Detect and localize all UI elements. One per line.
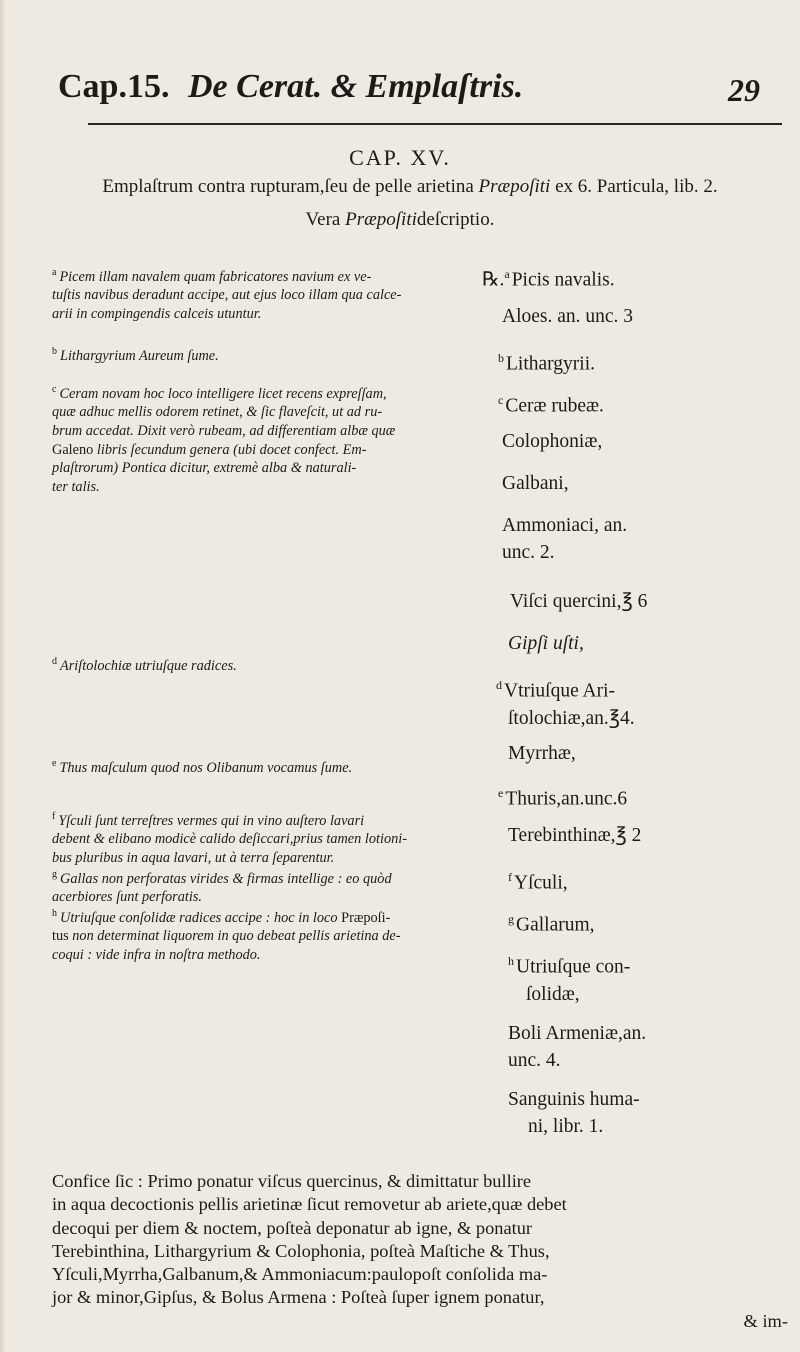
ingredient-text: Aloes. an. unc. 3: [502, 306, 634, 327]
note-mark: a: [52, 267, 57, 278]
ingredient-text: Boli Armeniæ,an.: [508, 1023, 647, 1044]
paragraph-line: Confice ſic : Primo ponatur viſcus quercinus, & dimittatur bullire: [52, 1171, 532, 1191]
ingredient-text: Thuris,an.unc.6: [505, 788, 628, 810]
chapter-reference: Cap.15.: [58, 68, 170, 105]
note-line: acerbiores ſunt perforatis.: [52, 889, 202, 906]
note-line: tuſtis navibus deradunt accipe, aut ejus loco illam qua calce-: [52, 287, 402, 304]
ingredient-mark: d: [496, 678, 502, 692]
ingredient-text: ni, libr. 1.: [528, 1116, 604, 1137]
note-line: plaſtrorum) Pontica dicitur, extremè alba & naturali-: [52, 460, 357, 477]
subheading-suffix: deſcriptio.: [416, 209, 495, 230]
note-line: Ariſtolochiæ utriuſque radices.: [60, 657, 237, 674]
note-line: ter talis.: [52, 478, 100, 495]
paragraph-line: decoqui per diem & noctem, poſteà deponatur ab igne, & ponatur: [52, 1217, 533, 1238]
ingredient-text: Yſculi,: [514, 872, 568, 894]
ingredient-item: [508, 948, 800, 1008]
ingredient-item: [498, 780, 800, 813]
ingredient-text: Ceræ rubeæ.: [505, 395, 604, 417]
subheading-italic: Præpoſiti: [345, 209, 417, 230]
note-line: bus pluribus in aqua lavari, ut à terra ſeparentur.: [52, 849, 335, 866]
chapter-heading: CAP. XV.: [349, 145, 451, 170]
ingredient-text: unc. 2.: [502, 542, 555, 563]
ingredient-mark: e: [498, 786, 504, 800]
header-rule: [88, 123, 782, 125]
ingredient-text: ſtolochiæ,an.℥4.: [508, 707, 635, 729]
page-number: 29: [728, 72, 760, 108]
note-line: Yſculi ſunt terreſtres vermes qui in vino auſtero lavari: [58, 812, 365, 829]
note-line: Gallas non perforatas virides & firmas intellige : eo quòd: [60, 870, 392, 887]
note-c: [52, 381, 462, 496]
ingredient-text: Terebinthinæ,℥ 2: [508, 825, 642, 846]
ingredient-text: Sanguinis huma-: [508, 1089, 640, 1110]
ingredient-item: [498, 387, 800, 420]
paragraph-line: Terebinthina, Lithargyrium & Colophonia, poſteà Maſtiche & Thus,: [52, 1240, 550, 1261]
note-b: [52, 343, 462, 365]
ingredient-text: Ammoniaci, an.: [502, 515, 628, 536]
ingredient-item: [508, 906, 800, 939]
note-h: [52, 905, 462, 965]
note-line: Thus maſculum quod nos Olibanum vocamus ſume.: [59, 759, 353, 776]
ingredient-text: Colophoniæ,: [502, 431, 603, 452]
ingredient-item: [502, 303, 800, 330]
heading-tail: ex 6. Particula, lib. 2.: [555, 176, 718, 197]
ingredient-mark: h: [508, 954, 514, 968]
note-line: debent & elibano modicè calido deſiccari,prius tamen lotioni-: [52, 831, 407, 848]
note-line: Picem illam navalem quam fabricatores navium ex ve-: [59, 268, 372, 285]
ingredient-item: [508, 630, 800, 657]
note-mark: h: [52, 908, 57, 919]
subheading: [0, 209, 800, 231]
ingredient-text: Utriuſque con-: [516, 956, 631, 978]
note-mark: c: [52, 384, 57, 395]
note-roman-word: tus: [52, 928, 69, 945]
note-f: [52, 808, 462, 868]
note-mark: g: [52, 869, 57, 880]
note-line: libris ſecundum genera (ubi docet confect. Em-: [96, 441, 367, 458]
ingredient-text: unc. 4.: [508, 1050, 561, 1071]
note-line: Utriuſque conſolidæ radices accipe : hoc in loco: [60, 909, 338, 926]
ingredient-text: Gipſi uſti,: [508, 633, 584, 654]
ingredient-item: [502, 428, 800, 455]
ingredient-item: [510, 588, 800, 615]
note-mark: f: [52, 811, 56, 822]
ingredient-item: [508, 740, 800, 767]
note-line: Ceram novam hoc loco intelligere licet recens expreſſam,: [59, 385, 387, 402]
note-line: Lithargyrium Aureum ſume.: [60, 347, 219, 364]
ingredient-item: [508, 822, 800, 849]
paragraph-line: jor & minor,Gipſus, & Bolus Armena : Poſteà ſuper ignem ponatur,: [52, 1287, 545, 1308]
note-d: [52, 653, 462, 675]
paragraph-line: Yſculi,Myrrha,Galbanum,& Ammoniacum:paulopoſt conſolida ma-: [52, 1264, 548, 1285]
ingredient-item: [498, 345, 800, 378]
ingredient-text: Myrrhæ,: [508, 743, 576, 764]
ingredient-text: Viſci quercini,℥ 6: [510, 591, 648, 612]
note-line: arii in compingendis calceis utuntur.: [52, 305, 262, 322]
note-line: brum accedat. Dixit verò rubeam, ad differentiam albæ quæ: [52, 422, 396, 439]
running-title: De Cerat. & Emplaſtris.: [188, 68, 524, 105]
ingredient-text: Picis navalis.: [511, 269, 615, 291]
ingredient-text: Lithargyrii.: [506, 353, 595, 375]
ingredient-text: Gallarum,: [516, 914, 595, 936]
note-roman-word: Galeno: [52, 441, 94, 458]
ingredient-item: [496, 672, 800, 732]
ingredient-mark: f: [508, 870, 512, 884]
heading-italic: Præpoſiti: [478, 176, 551, 197]
heading-text: Emplaſtrum contra rupturam,ſeu de pelle arietina: [102, 176, 474, 197]
ingredient-item: [508, 1020, 800, 1074]
note-e: [52, 755, 462, 777]
ingredient-item: [508, 1086, 800, 1140]
ingredient-text: Galbani,: [502, 473, 569, 494]
note-mark: e: [52, 758, 57, 769]
note-roman-word: Præpoſi-: [341, 909, 391, 926]
recipe-sign: ℞.: [482, 269, 505, 291]
ingredient-item: [502, 470, 800, 497]
ingredient-mark: b: [498, 351, 504, 365]
ingredient-item: [508, 864, 800, 897]
ingredient-mark: g: [508, 912, 514, 926]
note-a: [52, 264, 462, 324]
note-mark: b: [52, 346, 57, 357]
subheading-prefix: Vera: [305, 209, 341, 230]
ingredient-text: Vtriuſque Ari-: [504, 680, 616, 702]
ingredient-text: ſolidæ,: [526, 983, 580, 1005]
section-heading: [50, 176, 770, 198]
catchword: & im-: [743, 1310, 788, 1331]
ingredient-item: [482, 261, 787, 294]
ingredient-item: [502, 512, 800, 566]
ingredient-mark: c: [498, 393, 504, 407]
note-mark: d: [52, 656, 57, 667]
running-head: [58, 68, 780, 118]
note-line: non determinat liquorem in quo debeat pellis arietina de-: [72, 928, 401, 945]
preparation-paragraph: [52, 1170, 796, 1333]
paragraph-line: in aqua decoctionis pellis arietinæ ſicut removetur ab ariete,quæ debet: [52, 1194, 567, 1215]
ingredient-mark: a: [504, 267, 510, 281]
note-g: [52, 866, 462, 907]
note-line: coqui : vide infra in noſtra methodo.: [52, 946, 261, 963]
page-spine-shadow: [0, 0, 6, 1352]
note-line: quæ adhuc mellis odorem retinet, & ſic flaveſcit, ut ad ru-: [52, 404, 383, 421]
